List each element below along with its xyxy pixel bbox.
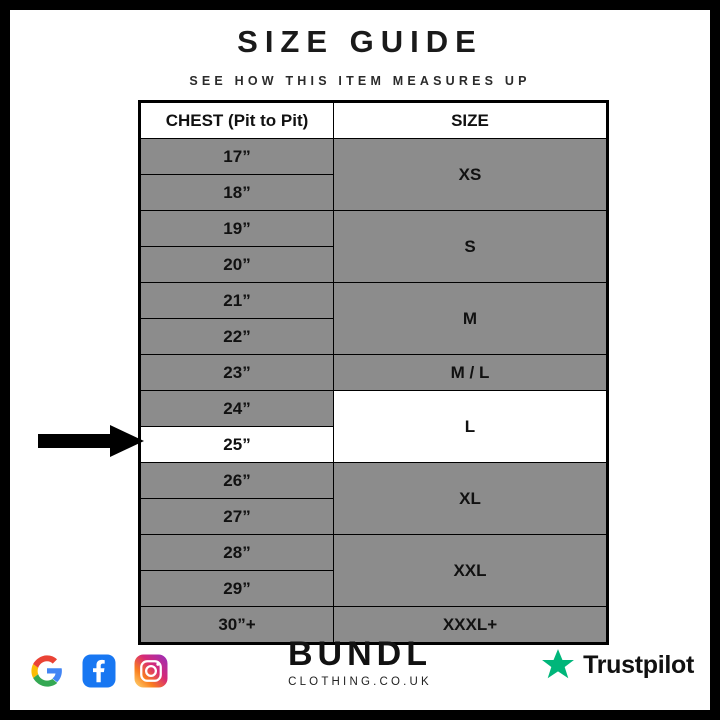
table-row bbox=[140, 355, 608, 391]
trustpilot-logo[interactable] bbox=[541, 648, 694, 682]
table-row bbox=[140, 283, 608, 319]
table-row bbox=[140, 139, 608, 175]
chest-cell: 24” bbox=[140, 391, 334, 427]
table-row bbox=[140, 535, 608, 571]
selected-size-arrow-icon bbox=[38, 424, 144, 458]
chest-cell: 21” bbox=[140, 283, 334, 319]
size-cell: XS bbox=[334, 139, 608, 211]
column-header-chest: CHEST (Pit to Pit) bbox=[140, 102, 334, 139]
size-cell: S bbox=[334, 211, 608, 283]
brand-domain: CLOTHING.CO.UK bbox=[288, 676, 432, 688]
chest-cell: 27” bbox=[140, 499, 334, 535]
table-row bbox=[140, 211, 608, 247]
brand-name: BUNDL bbox=[288, 635, 432, 673]
chest-cell: 28” bbox=[140, 535, 334, 571]
chest-cell: 26” bbox=[140, 463, 334, 499]
footer bbox=[10, 626, 710, 698]
google-icon[interactable] bbox=[28, 652, 66, 690]
chest-cell: 30”+ bbox=[140, 607, 334, 644]
page-subtitle: SEE HOW THIS ITEM MEASURES UP bbox=[189, 74, 531, 88]
chest-cell: 18” bbox=[140, 175, 334, 211]
size-table bbox=[138, 100, 609, 645]
social-links bbox=[28, 652, 170, 690]
chest-cell: 19” bbox=[140, 211, 334, 247]
page-title: SIZE GUIDE bbox=[237, 24, 483, 59]
size-cell: M bbox=[334, 283, 608, 355]
chest-cell: 20” bbox=[140, 247, 334, 283]
column-header-size: SIZE bbox=[334, 102, 608, 139]
size-cell: XXXL+ bbox=[334, 607, 608, 644]
table-row bbox=[140, 463, 608, 499]
chest-cell: 22” bbox=[140, 319, 334, 355]
table-header-row bbox=[140, 102, 608, 139]
size-cell: XL bbox=[334, 463, 608, 535]
trustpilot-label: Trustpilot bbox=[583, 650, 694, 679]
trustpilot-star-icon bbox=[541, 648, 575, 682]
size-cell: XXL bbox=[334, 535, 608, 607]
instagram-icon[interactable] bbox=[132, 652, 170, 690]
size-cell-selected: L bbox=[334, 391, 608, 463]
chest-cell: 23” bbox=[140, 355, 334, 391]
brand-logo bbox=[288, 637, 432, 688]
chest-cell-selected: 25” bbox=[140, 427, 334, 463]
chest-cell: 17” bbox=[140, 139, 334, 175]
size-cell: M / L bbox=[334, 355, 608, 391]
facebook-icon[interactable] bbox=[80, 652, 118, 690]
size-table-wrapper bbox=[138, 100, 602, 645]
chest-cell: 29” bbox=[140, 571, 334, 607]
table-row-highlighted bbox=[140, 391, 608, 427]
